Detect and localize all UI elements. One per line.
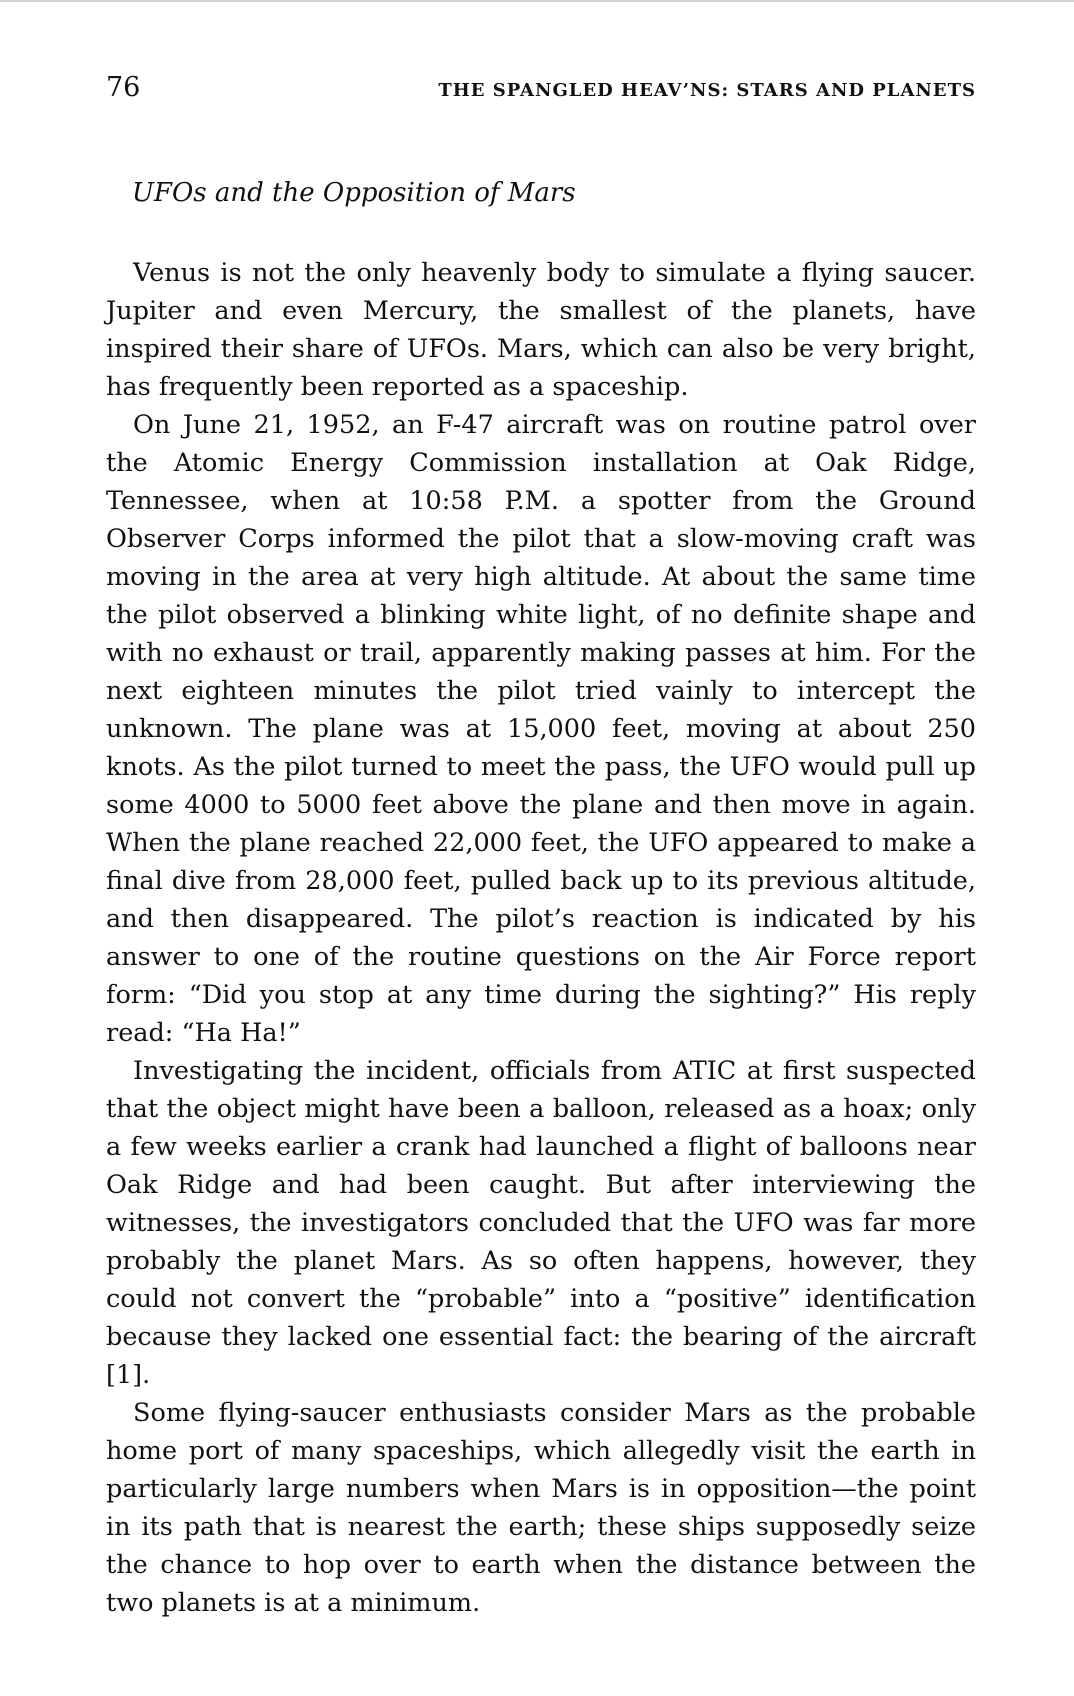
top-border xyxy=(0,0,1074,2)
paragraph: Investigating the incident, officials from ATIC at first suspected that the object might have been a balloon, released as a hoax; only a few weeks earlier a crank had launched a flight of balloons near Oak Ridge and had been caught. But after interviewing the witnesses, the investigators concluded that the UFO was far more probably the planet Mars. As so often happens, however, they could not convert the “probable” into a “positive” identification because they lacked one essential fact: the bearing of the aircraft [1]. xyxy=(106,1056,976,1390)
body-text xyxy=(106,254,976,1622)
running-head xyxy=(106,72,976,112)
paragraph: On June 21, 1952, an F-47 aircraft was on routine patrol over the Atomic Energy Commission installation at Oak Ridge, Tennessee, when at 10:58 P.M. a spotter from the Ground Observer Corps informed the pilot that a slow-moving craft was moving in the area at very high altitude. At about the same time the pilot observed a blinking white light, of no definite shape and with no exhaust or trail, apparently making passes at him. For the next eighteen minutes the pilot tried vainly to intercept the unknown. The plane was at 15,000 feet, moving at about 250 knots. As the pilot turned to meet the pass, the UFO would pull up some 4000 to 5000 feet above the plane and then move in again. When the plane reached 22,000 feet, the UFO appeared to make a final dive from 28,000 feet, pulled back up to its previous altitude, and then disappeared. The pilot’s reaction is indicated by his answer to one of the routine questions on the Air Force report form: “Did you stop at any time during the sighting?” His reply read: “Ha Ha!” xyxy=(106,410,976,1048)
paragraph: Venus is not the only heavenly body to simulate a flying saucer. Jupiter and even Mercury, the smallest of the planets, have inspired their share of UFOs. Mars, which can also be very bright, has frequently been reported as a spaceship. xyxy=(106,258,976,402)
book-page xyxy=(106,72,976,1622)
page-number: 76 xyxy=(106,72,141,103)
section-heading: UFOs and the Opposition of Mars xyxy=(132,178,576,208)
paragraph: Some flying-saucer enthusiasts consider Mars as the probable home port of many spaceships, which allegedly visit the earth in particularly large numbers when Mars is in opposition—the point in its path that is nearest the earth; these ships supposedly seize the chance to hop over to earth when the distance between the two planets is at a minimum. xyxy=(106,1398,976,1618)
running-title: THE SPANGLED HEAV’NS: STARS AND PLANETS xyxy=(438,80,976,101)
